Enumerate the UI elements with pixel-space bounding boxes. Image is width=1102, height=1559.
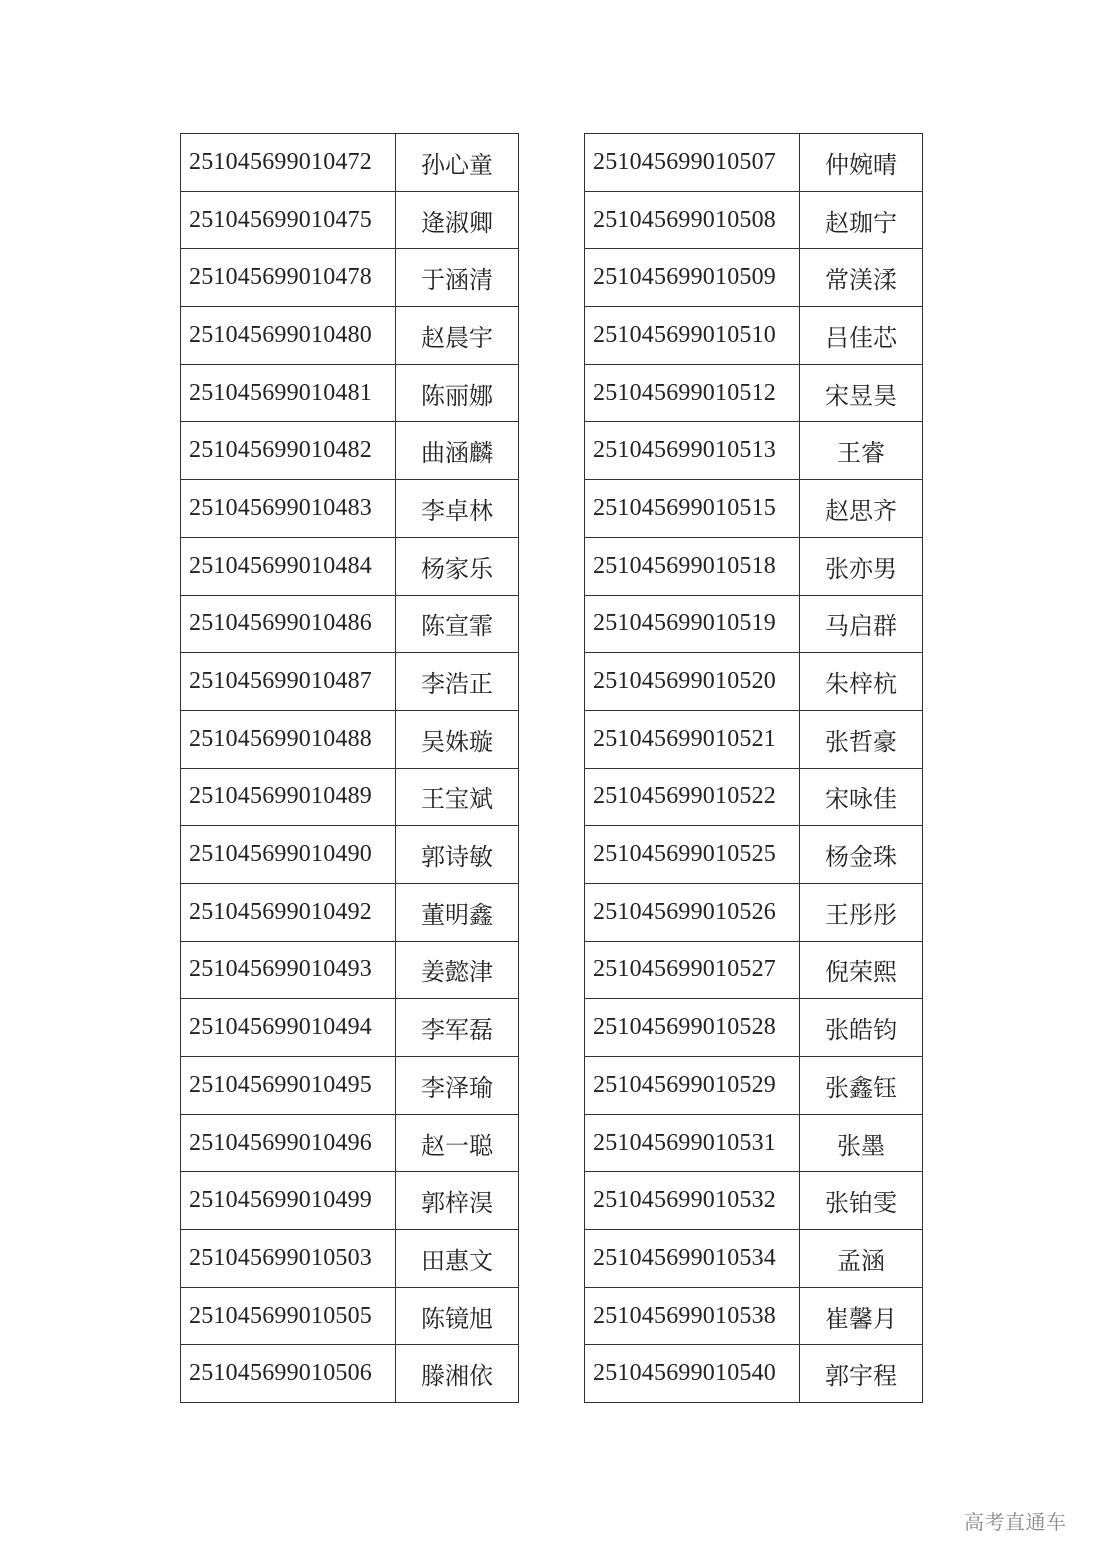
candidate-id-cell: 251045699010506 <box>181 1345 396 1403</box>
candidate-id-cell: 251045699010529 <box>585 1057 800 1115</box>
candidate-id-cell: 251045699010495 <box>181 1057 396 1115</box>
candidate-name-cell: 杨家乐 <box>396 537 519 595</box>
candidate-name-cell: 朱梓杭 <box>800 653 923 711</box>
candidate-name-cell: 崔馨月 <box>800 1287 923 1345</box>
table-row <box>181 1114 519 1172</box>
candidate-id-cell: 251045699010528 <box>585 999 800 1057</box>
candidate-id-cell: 251045699010493 <box>181 941 396 999</box>
table-row <box>181 1345 519 1403</box>
candidate-id-cell: 251045699010489 <box>181 768 396 826</box>
candidate-id-cell: 251045699010513 <box>585 422 800 480</box>
candidate-name-cell: 孙心童 <box>396 134 519 192</box>
table-row <box>585 537 923 595</box>
table-row <box>585 480 923 538</box>
student-table-left-body <box>181 134 519 1403</box>
table-row <box>181 422 519 480</box>
candidate-name-cell: 郭诗敏 <box>396 826 519 884</box>
candidate-name-cell: 陈宣霏 <box>396 595 519 653</box>
candidate-id-cell: 251045699010508 <box>585 191 800 249</box>
table-row <box>181 768 519 826</box>
candidate-id-cell: 251045699010503 <box>181 1230 396 1288</box>
candidate-id-cell: 251045699010509 <box>585 249 800 307</box>
candidate-id-cell: 251045699010522 <box>585 768 800 826</box>
candidate-name-cell: 张皓钧 <box>800 999 923 1057</box>
candidate-name-cell: 倪荣熙 <box>800 941 923 999</box>
table-row <box>585 1114 923 1172</box>
table-row <box>181 999 519 1057</box>
table-row <box>181 653 519 711</box>
table-row <box>181 364 519 422</box>
table-row <box>585 999 923 1057</box>
candidate-id-cell: 251045699010490 <box>181 826 396 884</box>
candidate-name-cell: 宋昱昊 <box>800 364 923 422</box>
candidate-id-cell: 251045699010499 <box>181 1172 396 1230</box>
candidate-id-cell: 251045699010534 <box>585 1230 800 1288</box>
candidate-name-cell: 常渼渘 <box>800 249 923 307</box>
table-row <box>181 1057 519 1115</box>
candidate-name-cell: 李浩正 <box>396 653 519 711</box>
table-row <box>585 249 923 307</box>
candidate-id-cell: 251045699010540 <box>585 1345 800 1403</box>
table-row <box>585 1345 923 1403</box>
candidate-name-cell: 张亦男 <box>800 537 923 595</box>
table-row <box>181 941 519 999</box>
candidate-name-cell: 姜懿津 <box>396 941 519 999</box>
candidate-id-cell: 251045699010525 <box>585 826 800 884</box>
table-row <box>585 768 923 826</box>
table-row <box>585 307 923 365</box>
candidate-id-cell: 251045699010510 <box>585 307 800 365</box>
candidate-id-cell: 251045699010484 <box>181 537 396 595</box>
table-row <box>585 1172 923 1230</box>
candidate-name-cell: 王宝斌 <box>396 768 519 826</box>
candidate-id-cell: 251045699010483 <box>181 480 396 538</box>
candidate-id-cell: 251045699010507 <box>585 134 800 192</box>
candidate-id-cell: 251045699010487 <box>181 653 396 711</box>
candidate-id-cell: 251045699010492 <box>181 883 396 941</box>
candidate-name-cell: 曲涵麟 <box>396 422 519 480</box>
candidate-name-cell: 郭宇程 <box>800 1345 923 1403</box>
table-row <box>585 941 923 999</box>
candidate-id-cell: 251045699010494 <box>181 999 396 1057</box>
table-row <box>181 249 519 307</box>
candidate-name-cell: 马启群 <box>800 595 923 653</box>
candidate-name-cell: 董明鑫 <box>396 883 519 941</box>
table-row <box>585 1230 923 1288</box>
candidate-id-cell: 251045699010481 <box>181 364 396 422</box>
candidate-name-cell: 吕佳芯 <box>800 307 923 365</box>
candidate-name-cell: 孟涵 <box>800 1230 923 1288</box>
candidate-id-cell: 251045699010482 <box>181 422 396 480</box>
table-row <box>585 422 923 480</box>
table-row <box>181 595 519 653</box>
candidate-id-cell: 251045699010527 <box>585 941 800 999</box>
candidate-id-cell: 251045699010472 <box>181 134 396 192</box>
table-row <box>181 826 519 884</box>
candidate-name-cell: 李军磊 <box>396 999 519 1057</box>
table-row <box>585 1057 923 1115</box>
candidate-name-cell: 滕湘依 <box>396 1345 519 1403</box>
candidate-id-cell: 251045699010486 <box>181 595 396 653</box>
candidate-id-cell: 251045699010480 <box>181 307 396 365</box>
table-row <box>181 1172 519 1230</box>
candidate-name-cell: 张鑫钰 <box>800 1057 923 1115</box>
candidate-name-cell: 张墨 <box>800 1114 923 1172</box>
student-table-left <box>180 133 519 1403</box>
candidate-name-cell: 吴姝璇 <box>396 710 519 768</box>
candidate-id-cell: 251045699010488 <box>181 710 396 768</box>
candidate-name-cell: 赵晨宇 <box>396 307 519 365</box>
candidate-id-cell: 251045699010478 <box>181 249 396 307</box>
table-row <box>181 134 519 192</box>
candidate-name-cell: 田惠文 <box>396 1230 519 1288</box>
candidate-name-cell: 赵一聪 <box>396 1114 519 1172</box>
candidate-name-cell: 于涵清 <box>396 249 519 307</box>
candidate-name-cell: 李泽瑜 <box>396 1057 519 1115</box>
candidate-id-cell: 251045699010505 <box>181 1287 396 1345</box>
table-row <box>585 653 923 711</box>
candidate-id-cell: 251045699010520 <box>585 653 800 711</box>
candidate-id-cell: 251045699010518 <box>585 537 800 595</box>
student-table-right <box>584 133 923 1403</box>
candidate-name-cell: 王睿 <box>800 422 923 480</box>
table-row <box>585 191 923 249</box>
candidate-id-cell: 251045699010532 <box>585 1172 800 1230</box>
candidate-name-cell: 李卓林 <box>396 480 519 538</box>
table-row <box>585 134 923 192</box>
candidate-name-cell: 陈镜旭 <box>396 1287 519 1345</box>
table-row <box>181 710 519 768</box>
candidate-id-cell: 251045699010531 <box>585 1114 800 1172</box>
candidate-id-cell: 251045699010521 <box>585 710 800 768</box>
candidate-name-cell: 赵思齐 <box>800 480 923 538</box>
table-row <box>181 480 519 538</box>
table-row <box>585 710 923 768</box>
candidate-name-cell: 郭梓淏 <box>396 1172 519 1230</box>
candidate-id-cell: 251045699010519 <box>585 595 800 653</box>
table-row <box>585 883 923 941</box>
table-row <box>181 1230 519 1288</box>
table-row <box>181 537 519 595</box>
candidate-name-cell: 赵珈宁 <box>800 191 923 249</box>
watermark-text: 高考直通车 <box>964 1510 1067 1534</box>
candidate-name-cell: 王彤彤 <box>800 883 923 941</box>
candidate-id-cell: 251045699010515 <box>585 480 800 538</box>
table-row <box>585 364 923 422</box>
table-row <box>181 191 519 249</box>
table-row <box>181 1287 519 1345</box>
candidate-name-cell: 张哲豪 <box>800 710 923 768</box>
candidate-name-cell: 杨金珠 <box>800 826 923 884</box>
candidate-id-cell: 251045699010475 <box>181 191 396 249</box>
table-row <box>181 883 519 941</box>
candidate-id-cell: 251045699010512 <box>585 364 800 422</box>
candidate-id-cell: 251045699010526 <box>585 883 800 941</box>
table-row <box>585 595 923 653</box>
candidate-id-cell: 251045699010538 <box>585 1287 800 1345</box>
candidate-name-cell: 逄淑卿 <box>396 191 519 249</box>
table-row <box>181 307 519 365</box>
candidate-name-cell: 张铂雯 <box>800 1172 923 1230</box>
candidate-name-cell: 宋咏佳 <box>800 768 923 826</box>
student-table-right-body <box>585 134 923 1403</box>
table-row <box>585 1287 923 1345</box>
candidate-name-cell: 仲婉晴 <box>800 134 923 192</box>
candidate-id-cell: 251045699010496 <box>181 1114 396 1172</box>
table-row <box>585 826 923 884</box>
candidate-name-cell: 陈丽娜 <box>396 364 519 422</box>
